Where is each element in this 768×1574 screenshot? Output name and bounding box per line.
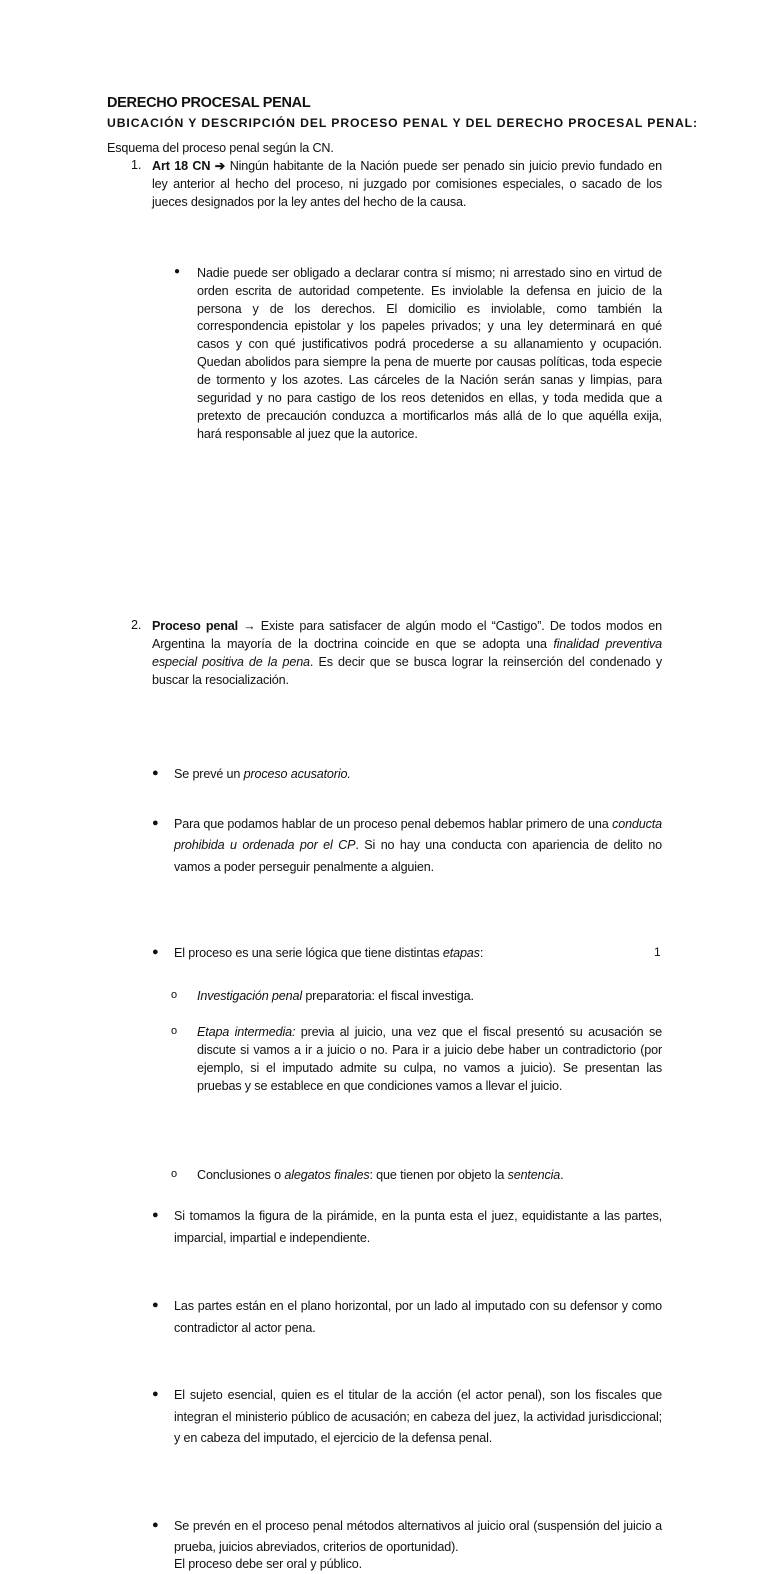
proceso-text-b: . Es decir que se busca lograr la reinserción del condenado y buscar la resocialización.: [152, 654, 663, 687]
list-number: 2.: [131, 617, 142, 632]
art18-text: Ningún habitante de la Nación puede ser penado sin juicio previo fundado en ley anterior al hecho del proceso, ni juzgado por comisiones especiales, o sacado de los jueces designados por la ley antes del hecho de la causa.: [152, 159, 662, 209]
bullet-marker: ●: [152, 767, 159, 780]
bullet-text: Se prevén en el proceso penal métodos alternativos al juicio oral (suspensión del juicio a prueba, juicios abreviados, criterios de oportunidad).: [174, 1518, 662, 1555]
s1-em: Investigación penal: [197, 988, 302, 1003]
bullet-etapas: [107, 943, 662, 965]
list-item-proceso-penal: [107, 618, 662, 690]
subitem-text: [107, 988, 662, 1006]
b3-em: etapas: [442, 946, 480, 961]
list-item-art18: [107, 158, 662, 212]
s2-em: Etapa intermedia:: [197, 1024, 296, 1039]
arrow-glyph: →: [237, 618, 261, 633]
art18-bullet: [107, 265, 662, 444]
bullet-text: Si tomamos la figura de la pirámide, en la punta esta el juez, equidistante a las partes, imparcial, impartial e independiente.: [174, 1209, 662, 1245]
bullet-text-line2: El proceso debe ser oral y público.: [174, 1556, 362, 1571]
bullet-acusatorio: [107, 764, 662, 786]
b2-em: conducta prohibida u ordenada por el CP: [174, 816, 662, 853]
bullet-partes: [107, 1296, 662, 1339]
b2-text-a: Para que podamos hablar de un proceso penal debemos hablar primero de una: [174, 816, 613, 831]
proceso-text-a: Existe para satisfacer de algún modo el “Castigo”. De todos modos en Argentina la mayoría de la doctrina coincide en que se adopta una: [152, 618, 662, 651]
bullet-conducta: [107, 814, 662, 879]
s3-em2: sentencia: [507, 1168, 561, 1183]
s3-text-b: : que tienen por objeto la: [369, 1168, 508, 1183]
proceso-penal-label: Proceso penal: [152, 618, 238, 633]
subitem-etapa-intermedia: [107, 1024, 662, 1096]
intro-text: Esquema del proceso penal según la CN.: [107, 141, 334, 155]
art18-paragraph: [107, 158, 662, 212]
bullet-marker: ●: [152, 1209, 159, 1222]
circle-marker: o: [171, 988, 177, 1001]
proceso-penal-paragraph: [107, 618, 662, 690]
b1-em: proceso acusatorio.: [243, 767, 351, 782]
page-number: 1: [654, 945, 661, 959]
art18-label: Art 18 CN ➔: [152, 159, 226, 173]
bullet-marker: ●: [152, 1518, 159, 1531]
subitem-text: [107, 1024, 662, 1096]
b2-text-b: . Si no hay una conducta con apariencia de delito no vamos a poder perseguir penalmente a alguien.: [174, 838, 662, 874]
bullet-metodos-alternativos: [107, 1516, 662, 1574]
s3-em: alegatos finales: [284, 1168, 370, 1183]
subitem-investigacion: [107, 988, 662, 1006]
bullet-text: [107, 814, 662, 879]
bullet-marker: ●: [152, 1299, 159, 1312]
document-subtitle: UBICACIÓN Y DESCRIPCIÓN DEL PROCESO PENAL Y DEL DERECHO PROCESAL PENAL:: [107, 116, 698, 130]
bullet-marker: ●: [152, 946, 159, 959]
s2-text: previa al juicio, una vez que el fiscal presentó su acusación se discute si vamos a ir a juicio o no. Para ir a juicio debe haber un contradictorio (por ejemplo, si el imputado admite su culpa, no vamos a juicio). Se presentan las pruebas y se establece en que condiciones vamos a llevar el juicio.: [197, 1024, 662, 1093]
bullet-piramide: [107, 1206, 662, 1249]
subitem-text: [107, 1167, 662, 1185]
circle-marker: o: [171, 1024, 177, 1037]
bullet-text: [107, 764, 662, 786]
bullet-text: El sujeto esencial, quien es el titular de la acción (el actor penal), son los fiscales que integran el ministerio público de acusación; en cabeza del juez, la actividad jurisdiccional; y en cabeza del imputado, el ejercicio de la defensa penal.: [174, 1388, 662, 1446]
bullet-marker: ●: [152, 816, 159, 829]
list-number: 1.: [131, 158, 142, 172]
circle-marker: o: [171, 1168, 177, 1181]
proceso-text-em: finalidad preventiva especial positiva de la pena: [152, 636, 662, 669]
bullet-text: Las partes están en el plano horizontal, por un lado al imputado con su defensor y como contradictor al actor pena.: [174, 1299, 662, 1335]
s1-text: preparatoria: el fiscal investiga.: [301, 988, 474, 1003]
bullet-marker: ●: [174, 265, 180, 277]
bullet-sujeto-esencial: [107, 1385, 662, 1450]
b3-text-a: El proceso es una serie lógica que tiene distintas: [174, 946, 443, 961]
subitem-conclusiones: [107, 1167, 662, 1185]
b1-text: Se prevé un: [174, 767, 244, 782]
bullet-marker: ●: [152, 1388, 159, 1401]
art18-bullet-text: Nadie puede ser obligado a declarar contra sí mismo; ni arrestado sino en virtud de orden escrita de autoridad competente. Es inviolable la defensa en juicio de la persona y de los derechos. El domicilio es inviolable, como también la correspondencia epistolar y los papeles privados; y una ley determinará en qué casos y con qué justificativos podrá procederse a su allanamiento y ocupación. Quedan abolidos para siempre la pena de muerte por causas políticas, toda especie de tormento y los azotes. Las cárceles de la Nación serán sanas y limpias, para seguridad y no para castigo de los reos detenidos en ellas, y toda medida que a pretexto de precaución conduzca a mortificarlos más allá de lo que aquélla exija, hará responsable al juez que la autorice.: [197, 265, 662, 441]
document-title: DERECHO PROCESAL PENAL: [107, 95, 311, 111]
b3-text-b: :: [479, 946, 484, 961]
s3-text-a: Conclusiones o: [197, 1168, 285, 1183]
bullet-text: [107, 943, 662, 965]
s3-text-c: .: [560, 1168, 564, 1183]
